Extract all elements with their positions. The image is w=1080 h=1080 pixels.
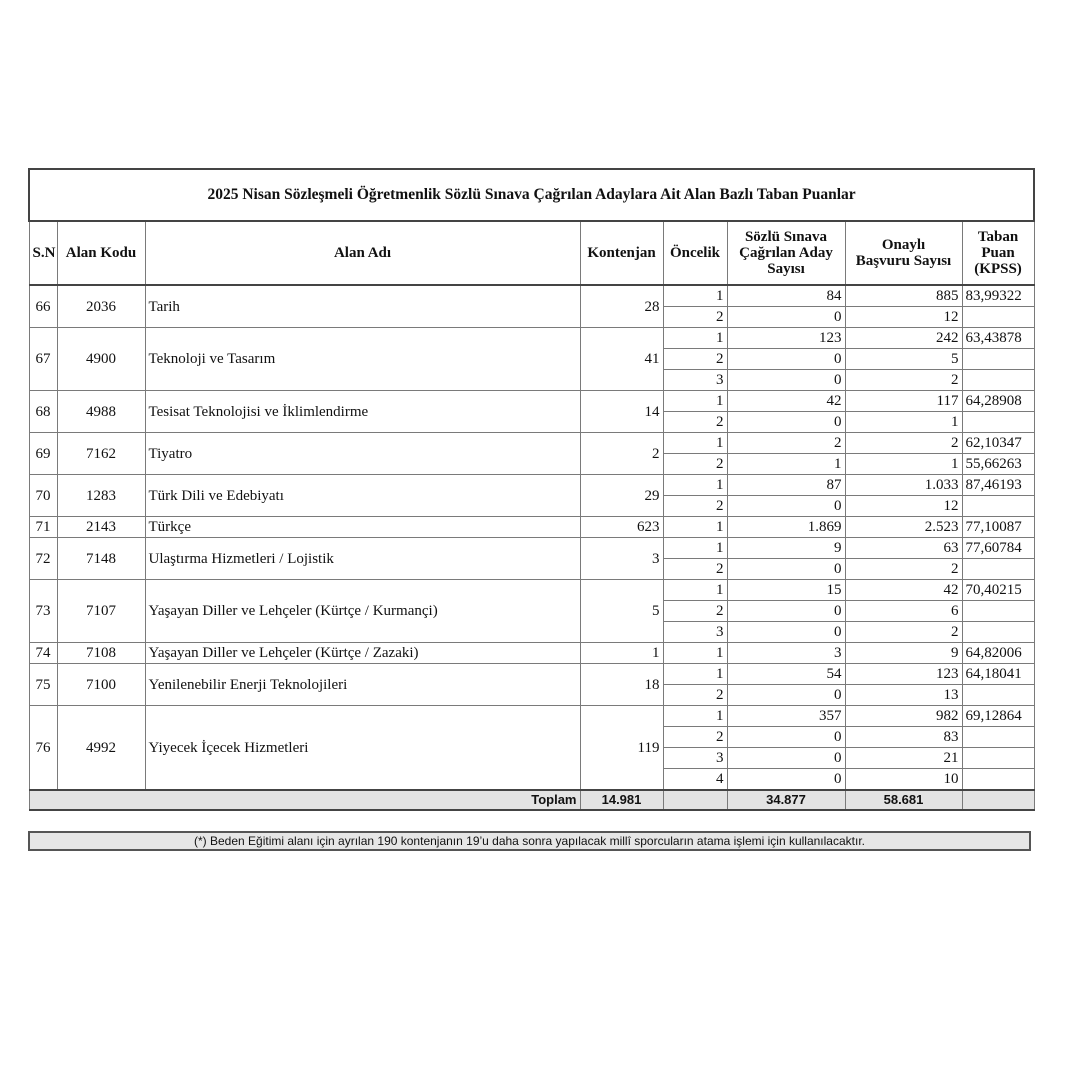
row-sozlu-cagrilan: 3 — [727, 643, 845, 664]
row-sozlu-cagrilan: 15 — [727, 580, 845, 601]
row-onayli-basvuru: 2 — [845, 622, 962, 643]
row-oncelik: 2 — [663, 727, 727, 748]
row-sozlu-cagrilan: 0 — [727, 349, 845, 370]
row-kontenjan: 1 — [580, 643, 663, 664]
row-sn: 67 — [29, 328, 57, 391]
row-kontenjan: 5 — [580, 580, 663, 643]
row-taban-puan — [962, 349, 1034, 370]
table-title: 2025 Nisan Sözleşmeli Öğretmenlik Sözlü Sınava Çağrılan Adaylara Ait Alan Bazlı Taban Puanlar — [29, 169, 1034, 221]
row-alan-adi: Tesisat Teknolojisi ve İklimlendirme — [145, 391, 580, 433]
total-empty-priority — [663, 790, 727, 810]
row-oncelik: 2 — [663, 601, 727, 622]
row-oncelik: 1 — [663, 433, 727, 454]
results-table-container — [28, 168, 1033, 811]
row-onayli-basvuru: 21 — [845, 748, 962, 769]
row-alan-kodu: 7108 — [57, 643, 145, 664]
row-oncelik: 1 — [663, 285, 727, 307]
row-sozlu-cagrilan: 1.869 — [727, 517, 845, 538]
row-onayli-basvuru: 123 — [845, 664, 962, 685]
row-alan-adi: Teknoloji ve Tasarım — [145, 328, 580, 391]
row-taban-puan: 77,60784 — [962, 538, 1034, 559]
row-sn: 69 — [29, 433, 57, 475]
row-onayli-basvuru: 2 — [845, 370, 962, 391]
row-taban-puan: 69,12864 — [962, 706, 1034, 727]
row-taban-puan — [962, 370, 1034, 391]
row-taban-puan: 64,28908 — [962, 391, 1034, 412]
row-oncelik: 3 — [663, 748, 727, 769]
table-row — [29, 391, 1034, 412]
row-sozlu-cagrilan: 357 — [727, 706, 845, 727]
row-oncelik: 1 — [663, 706, 727, 727]
row-kontenjan: 18 — [580, 664, 663, 706]
row-taban-puan: 83,99322 — [962, 285, 1034, 307]
header-taban-puan — [962, 221, 1034, 285]
row-sozlu-cagrilan: 0 — [727, 685, 845, 706]
header-sozlu-line3: Sayısı — [767, 261, 805, 277]
row-oncelik: 1 — [663, 475, 727, 496]
row-kontenjan: 119 — [580, 706, 663, 791]
header-sn: S.N — [29, 221, 57, 285]
row-oncelik: 1 — [663, 643, 727, 664]
row-sn: 70 — [29, 475, 57, 517]
row-alan-adi: Yaşayan Diller ve Lehçeler (Kürtçe / Zazaki) — [145, 643, 580, 664]
row-sozlu-cagrilan: 0 — [727, 622, 845, 643]
table-row — [29, 328, 1034, 349]
row-oncelik: 1 — [663, 391, 727, 412]
row-sozlu-cagrilan: 1 — [727, 454, 845, 475]
row-taban-puan: 64,82006 — [962, 643, 1034, 664]
row-sozlu-cagrilan: 0 — [727, 412, 845, 433]
table-row — [29, 433, 1034, 454]
row-onayli-basvuru: 42 — [845, 580, 962, 601]
row-kontenjan: 2 — [580, 433, 663, 475]
row-sozlu-cagrilan: 2 — [727, 433, 845, 454]
row-alan-adi: Ulaştırma Hizmetleri / Lojistik — [145, 538, 580, 580]
row-sozlu-cagrilan: 0 — [727, 559, 845, 580]
total-quota: 14.981 — [580, 790, 663, 810]
row-onayli-basvuru: 242 — [845, 328, 962, 349]
row-taban-puan — [962, 601, 1034, 622]
row-sn: 68 — [29, 391, 57, 433]
row-onayli-basvuru: 885 — [845, 285, 962, 307]
row-oncelik: 2 — [663, 412, 727, 433]
row-oncelik: 2 — [663, 559, 727, 580]
row-alan-kodu: 4992 — [57, 706, 145, 791]
row-alan-kodu: 2143 — [57, 517, 145, 538]
header-onayli-line2: Başvuru Sayısı — [855, 253, 952, 269]
table-body — [29, 285, 1034, 790]
row-oncelik: 1 — [663, 538, 727, 559]
row-oncelik: 1 — [663, 664, 727, 685]
row-kontenjan: 14 — [580, 391, 663, 433]
row-taban-puan: 70,40215 — [962, 580, 1034, 601]
row-taban-puan: 77,10087 — [962, 517, 1034, 538]
row-alan-kodu: 7148 — [57, 538, 145, 580]
row-alan-kodu: 7162 — [57, 433, 145, 475]
row-sn: 76 — [29, 706, 57, 791]
row-taban-puan: 64,18041 — [962, 664, 1034, 685]
header-taban-line1: Taban — [977, 229, 1019, 245]
row-alan-adi: Tarih — [145, 285, 580, 328]
total-row — [29, 790, 1034, 810]
row-sn: 71 — [29, 517, 57, 538]
total-empty-score — [962, 790, 1034, 810]
table-row — [29, 538, 1034, 559]
row-sozlu-cagrilan: 84 — [727, 285, 845, 307]
row-sozlu-cagrilan: 0 — [727, 601, 845, 622]
row-oncelik: 2 — [663, 307, 727, 328]
row-sozlu-cagrilan: 0 — [727, 370, 845, 391]
row-sozlu-cagrilan: 123 — [727, 328, 845, 349]
table-row — [29, 664, 1034, 685]
row-sozlu-cagrilan: 87 — [727, 475, 845, 496]
row-onayli-basvuru: 12 — [845, 496, 962, 517]
row-taban-puan — [962, 559, 1034, 580]
header-row — [29, 221, 1034, 285]
row-alan-adi: Tiyatro — [145, 433, 580, 475]
row-onayli-basvuru: 6 — [845, 601, 962, 622]
row-alan-adi: Türkçe — [145, 517, 580, 538]
footnote: (*) Beden Eğitimi alanı için ayrılan 190 kontenjanın 19’u daha sonra yapılacak millî sporcuların atama işlemi için kullanılacaktır. — [28, 831, 1031, 851]
row-alan-kodu: 4988 — [57, 391, 145, 433]
row-kontenjan: 29 — [580, 475, 663, 517]
row-onayli-basvuru: 2.523 — [845, 517, 962, 538]
total-applied: 58.681 — [845, 790, 962, 810]
row-oncelik: 3 — [663, 370, 727, 391]
row-oncelik: 2 — [663, 685, 727, 706]
header-alan-kodu: Alan Kodu — [57, 221, 145, 285]
table-row — [29, 285, 1034, 307]
row-sozlu-cagrilan: 0 — [727, 496, 845, 517]
row-sozlu-cagrilan: 0 — [727, 727, 845, 748]
table-row — [29, 475, 1034, 496]
row-taban-puan: 63,43878 — [962, 328, 1034, 349]
row-taban-puan: 62,10347 — [962, 433, 1034, 454]
row-alan-kodu: 4900 — [57, 328, 145, 391]
row-onayli-basvuru: 982 — [845, 706, 962, 727]
row-alan-adi: Yenilenebilir Enerji Teknolojileri — [145, 664, 580, 706]
header-alan-adi: Alan Adı — [145, 221, 580, 285]
row-kontenjan: 623 — [580, 517, 663, 538]
row-alan-adi: Yiyecek İçecek Hizmetleri — [145, 706, 580, 791]
header-sozlu-cagrilan — [727, 221, 845, 285]
row-onayli-basvuru: 1.033 — [845, 475, 962, 496]
row-alan-kodu: 2036 — [57, 285, 145, 328]
row-taban-puan — [962, 748, 1034, 769]
row-oncelik: 4 — [663, 769, 727, 791]
results-table — [28, 168, 1035, 811]
row-onayli-basvuru: 2 — [845, 559, 962, 580]
row-taban-puan — [962, 307, 1034, 328]
header-sozlu-line2: Çağrılan Aday — [739, 245, 833, 261]
row-kontenjan: 3 — [580, 538, 663, 580]
row-alan-kodu: 7100 — [57, 664, 145, 706]
table-row — [29, 706, 1034, 727]
row-onayli-basvuru: 12 — [845, 307, 962, 328]
header-onayli-line1: Onaylı — [881, 237, 926, 253]
row-taban-puan — [962, 622, 1034, 643]
row-kontenjan: 28 — [580, 285, 663, 328]
row-onayli-basvuru: 13 — [845, 685, 962, 706]
row-kontenjan: 41 — [580, 328, 663, 391]
total-called: 34.877 — [727, 790, 845, 810]
row-sn: 66 — [29, 285, 57, 328]
row-sozlu-cagrilan: 0 — [727, 769, 845, 791]
header-taban-line2: Puan — [981, 245, 1015, 261]
row-sn: 74 — [29, 643, 57, 664]
row-onayli-basvuru: 1 — [845, 454, 962, 475]
row-oncelik: 2 — [663, 496, 727, 517]
row-alan-adi: Türk Dili ve Edebiyatı — [145, 475, 580, 517]
header-taban-line3: (KPSS) — [974, 261, 1022, 277]
row-sn: 73 — [29, 580, 57, 643]
row-onayli-basvuru: 63 — [845, 538, 962, 559]
table-row — [29, 643, 1034, 664]
row-oncelik: 2 — [663, 454, 727, 475]
row-sozlu-cagrilan: 9 — [727, 538, 845, 559]
row-taban-puan — [962, 769, 1034, 791]
row-taban-puan — [962, 496, 1034, 517]
row-sn: 75 — [29, 664, 57, 706]
row-onayli-basvuru: 117 — [845, 391, 962, 412]
row-taban-puan — [962, 685, 1034, 706]
total-label: Toplam — [29, 790, 580, 810]
row-oncelik: 1 — [663, 580, 727, 601]
row-taban-puan — [962, 727, 1034, 748]
table-row — [29, 517, 1034, 538]
header-kontenjan: Kontenjan — [580, 221, 663, 285]
header-oncelik: Öncelik — [663, 221, 727, 285]
row-onayli-basvuru: 2 — [845, 433, 962, 454]
row-sozlu-cagrilan: 42 — [727, 391, 845, 412]
header-sozlu-line1: Sözlü Sınava — [744, 229, 828, 245]
row-alan-adi: Yaşayan Diller ve Lehçeler (Kürtçe / Kurmançi) — [145, 580, 580, 643]
row-sozlu-cagrilan: 0 — [727, 307, 845, 328]
row-sn: 72 — [29, 538, 57, 580]
row-onayli-basvuru: 5 — [845, 349, 962, 370]
row-oncelik: 1 — [663, 517, 727, 538]
row-taban-puan — [962, 412, 1034, 433]
row-sozlu-cagrilan: 54 — [727, 664, 845, 685]
row-alan-kodu: 7107 — [57, 580, 145, 643]
row-onayli-basvuru: 9 — [845, 643, 962, 664]
row-onayli-basvuru: 10 — [845, 769, 962, 791]
row-oncelik: 1 — [663, 328, 727, 349]
header-onayli-basvuru — [845, 221, 962, 285]
row-onayli-basvuru: 1 — [845, 412, 962, 433]
row-oncelik: 3 — [663, 622, 727, 643]
row-taban-puan: 87,46193 — [962, 475, 1034, 496]
row-alan-kodu: 1283 — [57, 475, 145, 517]
row-onayli-basvuru: 83 — [845, 727, 962, 748]
table-row — [29, 580, 1034, 601]
row-oncelik: 2 — [663, 349, 727, 370]
row-taban-puan: 55,66263 — [962, 454, 1034, 475]
row-sozlu-cagrilan: 0 — [727, 748, 845, 769]
